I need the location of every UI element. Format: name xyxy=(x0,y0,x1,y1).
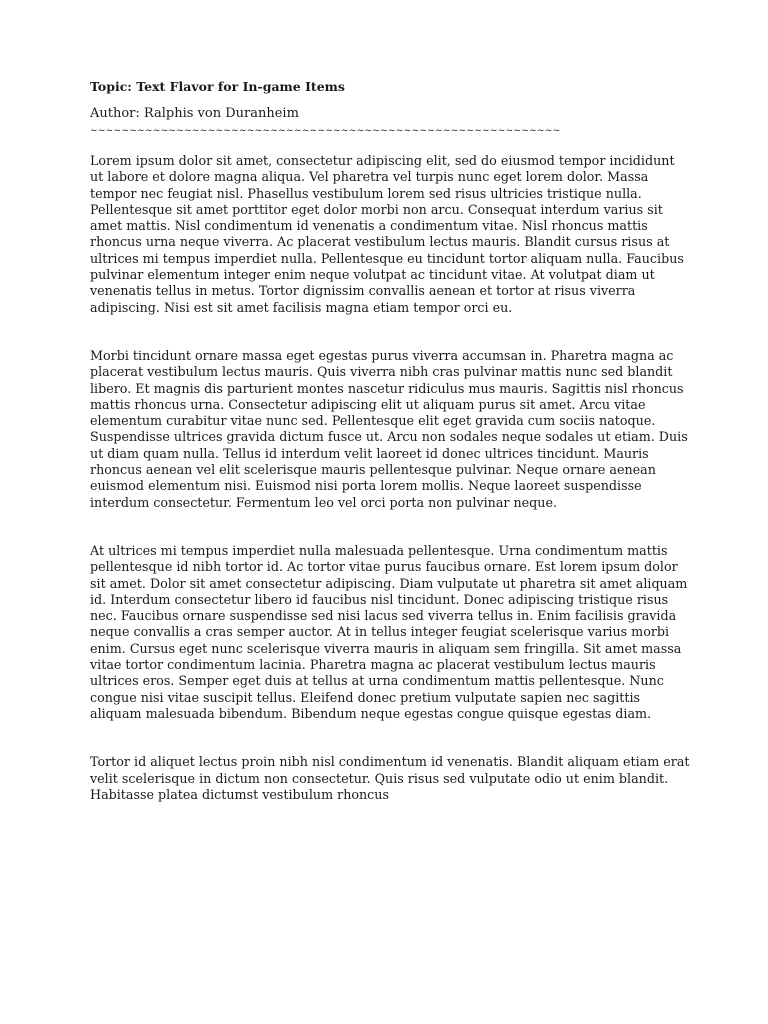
document-page xyxy=(90,79,690,803)
separator-line: ~~~~~~~~~~~~~~~~~~~~~~~~~~~~~~~~~~~~~~~~~~~~~~~~~~~~~~~~~~~~ xyxy=(90,126,561,136)
document-author: Author: Ralphis von Duranheim xyxy=(90,106,299,121)
paragraph: Lorem ipsum dolor sit amet, consectetur adipiscing elit, sed do eiusmod tempor incididunt ut labore et dolore magna aliqua. Vel pharetra vel turpis nunc eget lorem dolor. Massa tempor nec feugiat nisl. Phasellus vestibulum lorem sed risus ultricies tristique nulla. Pellentesque sit amet porttitor eget dolor morbi non arcu. Consequat interdum varius sit amet mattis. Nisl condimentum id venenatis a condimentum vitae. Nisl rhoncus mattis rhoncus urna neque viverra. Ac placerat vestibulum lectus mauris. Blandit cursus risus at ultrices mi tempus imperdiet nulla. Pellentesque eu tincidunt tortor aliquam nulla. Faucibus pulvinar elementum integer enim neque volutpat ac tincidunt vitae. At volutpat diam ut venenatis tellus in metus. Tortor dignissim convallis aenean et tortor at risus viverra adipiscing. Nisi est sit amet facilisis magna etiam tempor orci eu. xyxy=(90,153,684,315)
paragraph: At ultrices mi tempus imperdiet nulla malesuada pellentesque. Urna condimentum mattis pellentesque id nibh tortor id. Ac tortor vitae purus faucibus ornare. Est lorem ipsum dolor sit amet. Dolor sit amet consectetur adipiscing. Diam vulputate ut pharetra sit amet aliquam id. Interdum consectetur libero id faucibus nisl tincidunt. Donec adipiscing tristique risus nec. Faucibus ornare suspendisse sed nisi lacus sed viverra tellus in. Enim facilisis gravida neque convallis a cras semper auctor. At in tellus integer feugiat scelerisque varius morbi enim. Cursus eget nunc scelerisque viverra mauris in aliquam sem fringilla. Sit amet massa vitae tortor condimentum lacinia. Pharetra magna ac placerat vestibulum lectus mauris ultrices eros. Semper eget duis at tellus at urna condimentum mattis pellentesque. Nunc congue nisi vitae suscipit tellus. Eleifend donec pretium vulputate sapien nec sagittis aliquam malesuada bibendum. Bibendum neque egestas congue quisque egestas diam. xyxy=(90,542,688,721)
paragraph: Morbi tincidunt ornare massa eget egestas purus viverra accumsan in. Pharetra magna ac placerat vestibulum lectus mauris. Quis viverra nibh cras pulvinar mattis nunc sed blandit libero. Et magnis dis parturient montes nascetur ridiculus mus mauris. Sagittis nisl rhoncus mattis rhoncus urna. Consectetur adipiscing elit ut aliquam purus sit amet. Arcu vitae elementum curabitur vitae nunc sed. Pellentesque elit eget gravida cum sociis natoque. Suspendisse ultrices gravida dictum fusce ut. Arcu non sodales neque sodales ut etiam. Duis ut diam quam nulla. Tellus id interdum velit laoreet id donec ultrices tincidunt. Mauris rhoncus aenean vel elit scelerisque mauris pellentesque pulvinar. Neque ornare aenean euismod elementum nisi. Euismod nisi porta lorem mollis. Neque laoreet suspendisse interdum consectetur. Fermentum leo vel orci porta non pulvinar neque. xyxy=(90,347,688,510)
paragraph: Tortor id aliquet lectus proin nibh nisl condimentum id venenatis. Blandit aliquam etiam erat velit scelerisque in dictum non consectetur. Quis risus sed vulputate odio ut enim blandit. Habitasse platea dictumst vestibulum rhoncus xyxy=(90,754,690,802)
document-topic: Topic: Text Flavor for In-game Items xyxy=(90,79,345,94)
